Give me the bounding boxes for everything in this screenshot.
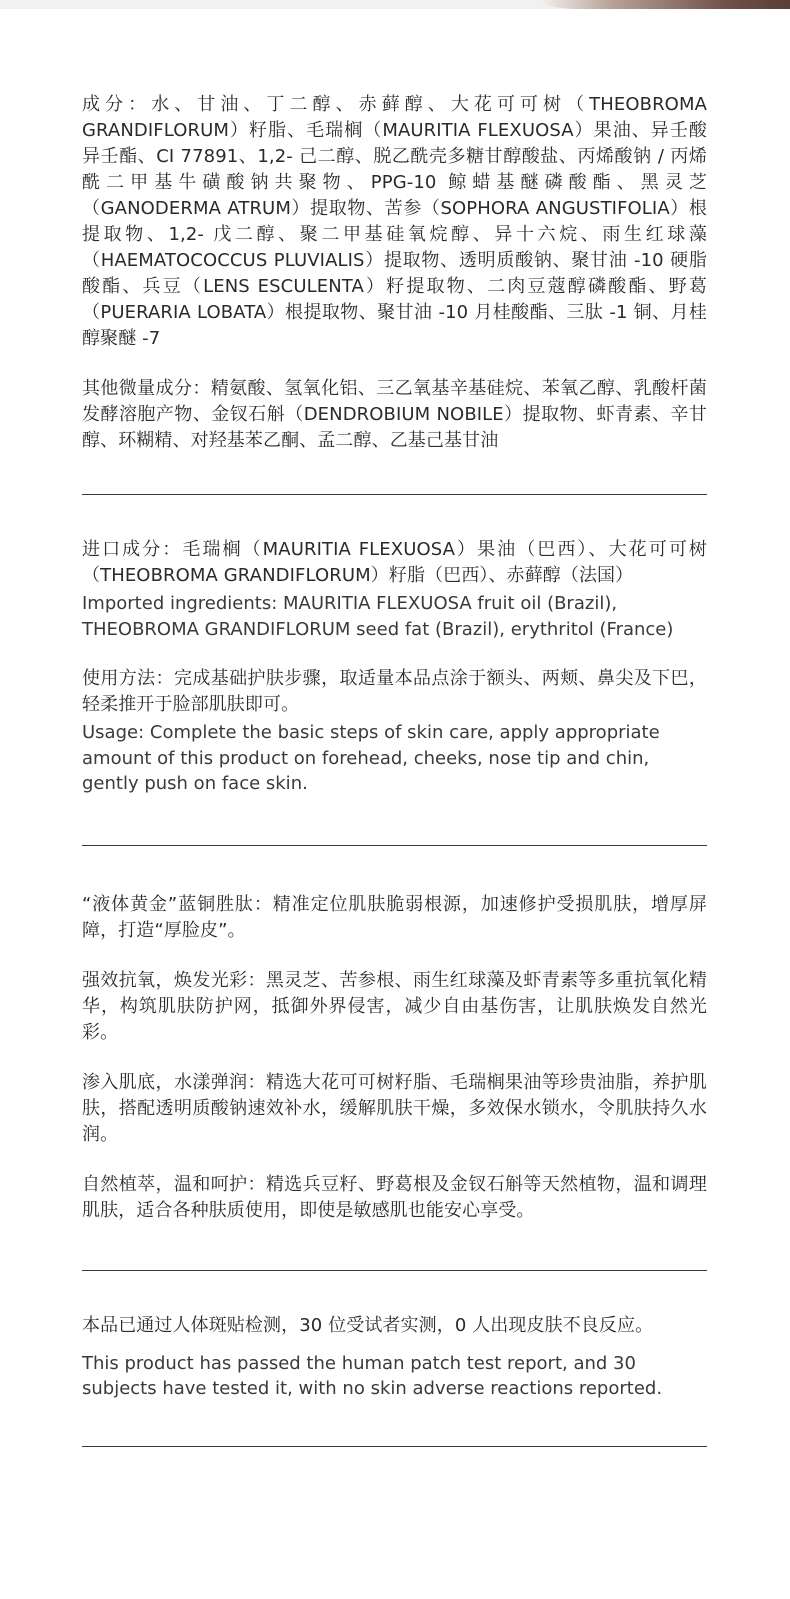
imported-ingredients-en: Imported ingredients: MAURITIA FLEXUOSA fruit oil (Brazil), THEOBROMA GRANDIFLORUM seed fat (Brazil), erythritol (France)	[82, 593, 674, 640]
usage-en: Usage: Complete the basic steps of skin care, apply appropriate amount of this product on forehead, cheeks, nose tip and chin, gently push on face skin.	[82, 722, 660, 794]
product-info-content	[82, 92, 707, 1447]
trace-ingredients-list: 其他微量成分：精氨酸、氢氧化铝、三乙氧基辛基硅烷、苯氧乙醇、乳酸杆菌发酵溶胞产物、金钗石斛（DENDROBIUM NOBILE）提取物、虾青素、辛甘醇、环糊精、对羟基苯乙酮、孟二醇、乙基己基甘油	[82, 378, 707, 451]
benefit-item: 强效抗氧，焕发光彩：黑灵芝、苦参根、雨生红球藻及虾青素等多重抗氧化精华，构筑肌肤防护网，抵御外界侵害，减少自由基伤害，让肌肤焕发自然光彩。	[82, 969, 707, 1043]
benefit-item: 渗入肌底，水漾弹润：精选大花可可树籽脂、毛瑞榈果油等珍贵油脂，养护肌肤，搭配透明质酸钠速效补水，缓解肌肤干燥，多效保水锁水，令肌肤持久水润。	[82, 1071, 707, 1145]
section-divider	[82, 1446, 707, 1447]
usage-zh: 使用方法：完成基础护肤步骤，取适量本品点涂于额头、两颊、鼻尖及下巴，轻柔推开于脸部肌肤即可。	[82, 668, 707, 715]
patch-test-en: This product has passed the human patch test report, and 30 subjects have tested it, with no skin adverse reactions reported.	[82, 1352, 663, 1399]
ingredients-list: 成分：水、甘油、丁二醇、赤藓醇、大花可可树（THEOBROMA GRANDIFLORUM）籽脂、毛瑞榈（MAURITIA FLEXUOSA）果油、异壬酸异壬酯、CI 77891、1,2- 己二醇、脱乙酰壳多糖甘醇酸盐、丙烯酸钠 / 丙烯酰二甲基牛磺酸钠共聚物、PPG-10 鲸蜡基醚磷酸酯、黑灵芝（GANODERMA ATRUM）提取物、苦参（SOPHORA ANGUSTIFOLIA）根提取物、1,2- 戊二醇、聚二甲基硅氧烷醇、异十六烷、雨生红球藻（HAEMATOCOCCUS PLUVIALIS）提取物、透明质酸钠、聚甘油 -10 硬脂酸酯、兵豆（LENS ESCULENTA）籽提取物、二肉豆蔻醇磷酸酯、野葛（PUERARIA LOBATA）根提取物、聚甘油 -10 月桂酸酯、三肽 -1 铜、月桂醇聚醚 -7	[82, 94, 707, 349]
benefit-item: “液体黄金”蓝铜胜肽：精准定位肌肤脆弱根源，加速修护受损肌肤，增厚屏障，打造“厚脸皮”。	[82, 893, 707, 941]
benefit-item: 自然植萃，温和呵护：精选兵豆籽、野葛根及金钗石斛等天然植物，温和调理肌肤，适合各种肤质使用，即使是敏感肌也能安心享受。	[82, 1173, 707, 1221]
patch-test-zh: 本品已通过人体斑贴检测，30 位受试者实测，0 人出现皮肤不良反应。	[82, 1314, 654, 1336]
imported-ingredients-zh: 进口成分：毛瑞榈（MAURITIA FLEXUOSA）果油（巴西）、大花可可树（THEOBROMA GRANDIFLORUM）籽脂（巴西）、赤藓醇（法国）	[82, 539, 707, 586]
top-banner-accent	[540, 0, 790, 9]
